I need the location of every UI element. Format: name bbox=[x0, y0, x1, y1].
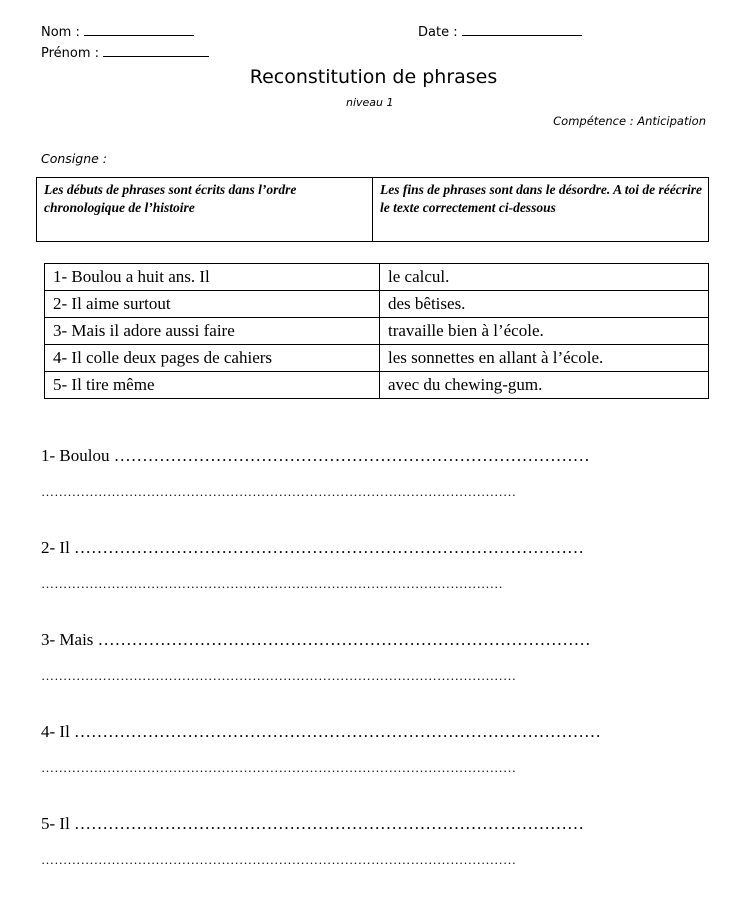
page-title: Reconstitution de phrases bbox=[249, 66, 498, 88]
prenom-label: Prénom : bbox=[41, 46, 100, 61]
table-row bbox=[45, 291, 709, 318]
date-blank[interactable] bbox=[462, 23, 582, 36]
date-field[interactable] bbox=[418, 23, 582, 40]
answer-prompt: 2- Il bbox=[41, 538, 70, 557]
answer-dots[interactable]: …………………………………………………………………………… bbox=[97, 630, 591, 649]
phrase-end: travaille bien à l’école. bbox=[380, 318, 709, 345]
answer-5-line-2[interactable]: ……………………………………………………………………………………………… bbox=[41, 852, 517, 867]
answer-1-line-2[interactable]: ……………………………………………………………………………………………… bbox=[41, 484, 517, 499]
table-row bbox=[45, 318, 709, 345]
phrase-end: avec du chewing-gum. bbox=[380, 372, 709, 399]
phrases-table bbox=[44, 263, 709, 399]
answer-dots[interactable]: ………………………………………………………………………… bbox=[113, 446, 590, 465]
phrase-end: des bêtises. bbox=[380, 291, 709, 318]
answer-prompt: 5- Il bbox=[41, 814, 70, 833]
date-label: Date : bbox=[418, 25, 458, 40]
phrase-start: 4- Il colle deux pages de cahiers bbox=[45, 345, 380, 372]
answer-dots[interactable]: ……………………………………………………………………………… bbox=[74, 814, 585, 833]
answer-4-line-2[interactable]: ……………………………………………………………………………………………… bbox=[41, 760, 517, 775]
nom-field[interactable] bbox=[41, 23, 194, 40]
answer-prompt: 3- Mais bbox=[41, 630, 94, 649]
table-row bbox=[45, 372, 709, 399]
level-label: niveau 1 bbox=[346, 96, 394, 109]
phrase-start: 2- Il aime surtout bbox=[45, 291, 380, 318]
answer-dots[interactable]: ……………………………………………………………………………… bbox=[74, 538, 585, 557]
nom-blank[interactable] bbox=[84, 23, 194, 36]
answer-prompt: 1- Boulou bbox=[41, 446, 110, 465]
table-row bbox=[45, 264, 709, 291]
answer-5-line-1[interactable] bbox=[41, 814, 584, 834]
consigne-label: Consigne : bbox=[41, 151, 108, 166]
table-row bbox=[45, 345, 709, 372]
phrase-end: les sonnettes en allant à l’école. bbox=[380, 345, 709, 372]
answer-prompt: 4- Il bbox=[41, 722, 70, 741]
nom-label: Nom : bbox=[41, 25, 80, 40]
consigne-right: Les fins de phrases sont dans le désordre. A toi de réécrire le texte correctement ci-dessous bbox=[373, 178, 709, 242]
answer-2-line-1[interactable] bbox=[41, 538, 584, 558]
phrase-start: 5- Il tire même bbox=[45, 372, 380, 399]
answer-3-line-2[interactable]: ……………………………………………………………………………………………… bbox=[41, 668, 517, 683]
prenom-field[interactable] bbox=[41, 44, 209, 61]
prenom-blank[interactable] bbox=[103, 44, 209, 57]
phrase-start: 3- Mais il adore aussi faire bbox=[45, 318, 380, 345]
competence-label: Compétence : Anticipation bbox=[553, 114, 706, 128]
consigne-table bbox=[36, 177, 709, 242]
consigne-left: Les débuts de phrases sont écrits dans l’ordre chronologique de l’histoire bbox=[37, 178, 373, 242]
phrase-start: 1- Boulou a huit ans. Il bbox=[45, 264, 380, 291]
answer-dots[interactable]: ………………………………………………………………………………… bbox=[74, 722, 602, 741]
answer-4-line-1[interactable] bbox=[41, 722, 601, 742]
answer-1-line-1[interactable] bbox=[41, 446, 590, 466]
phrase-end: le calcul. bbox=[380, 264, 709, 291]
answer-3-line-1[interactable] bbox=[41, 630, 591, 650]
answer-2-line-2[interactable]: …………………………………………………………………………………………… bbox=[41, 576, 503, 591]
